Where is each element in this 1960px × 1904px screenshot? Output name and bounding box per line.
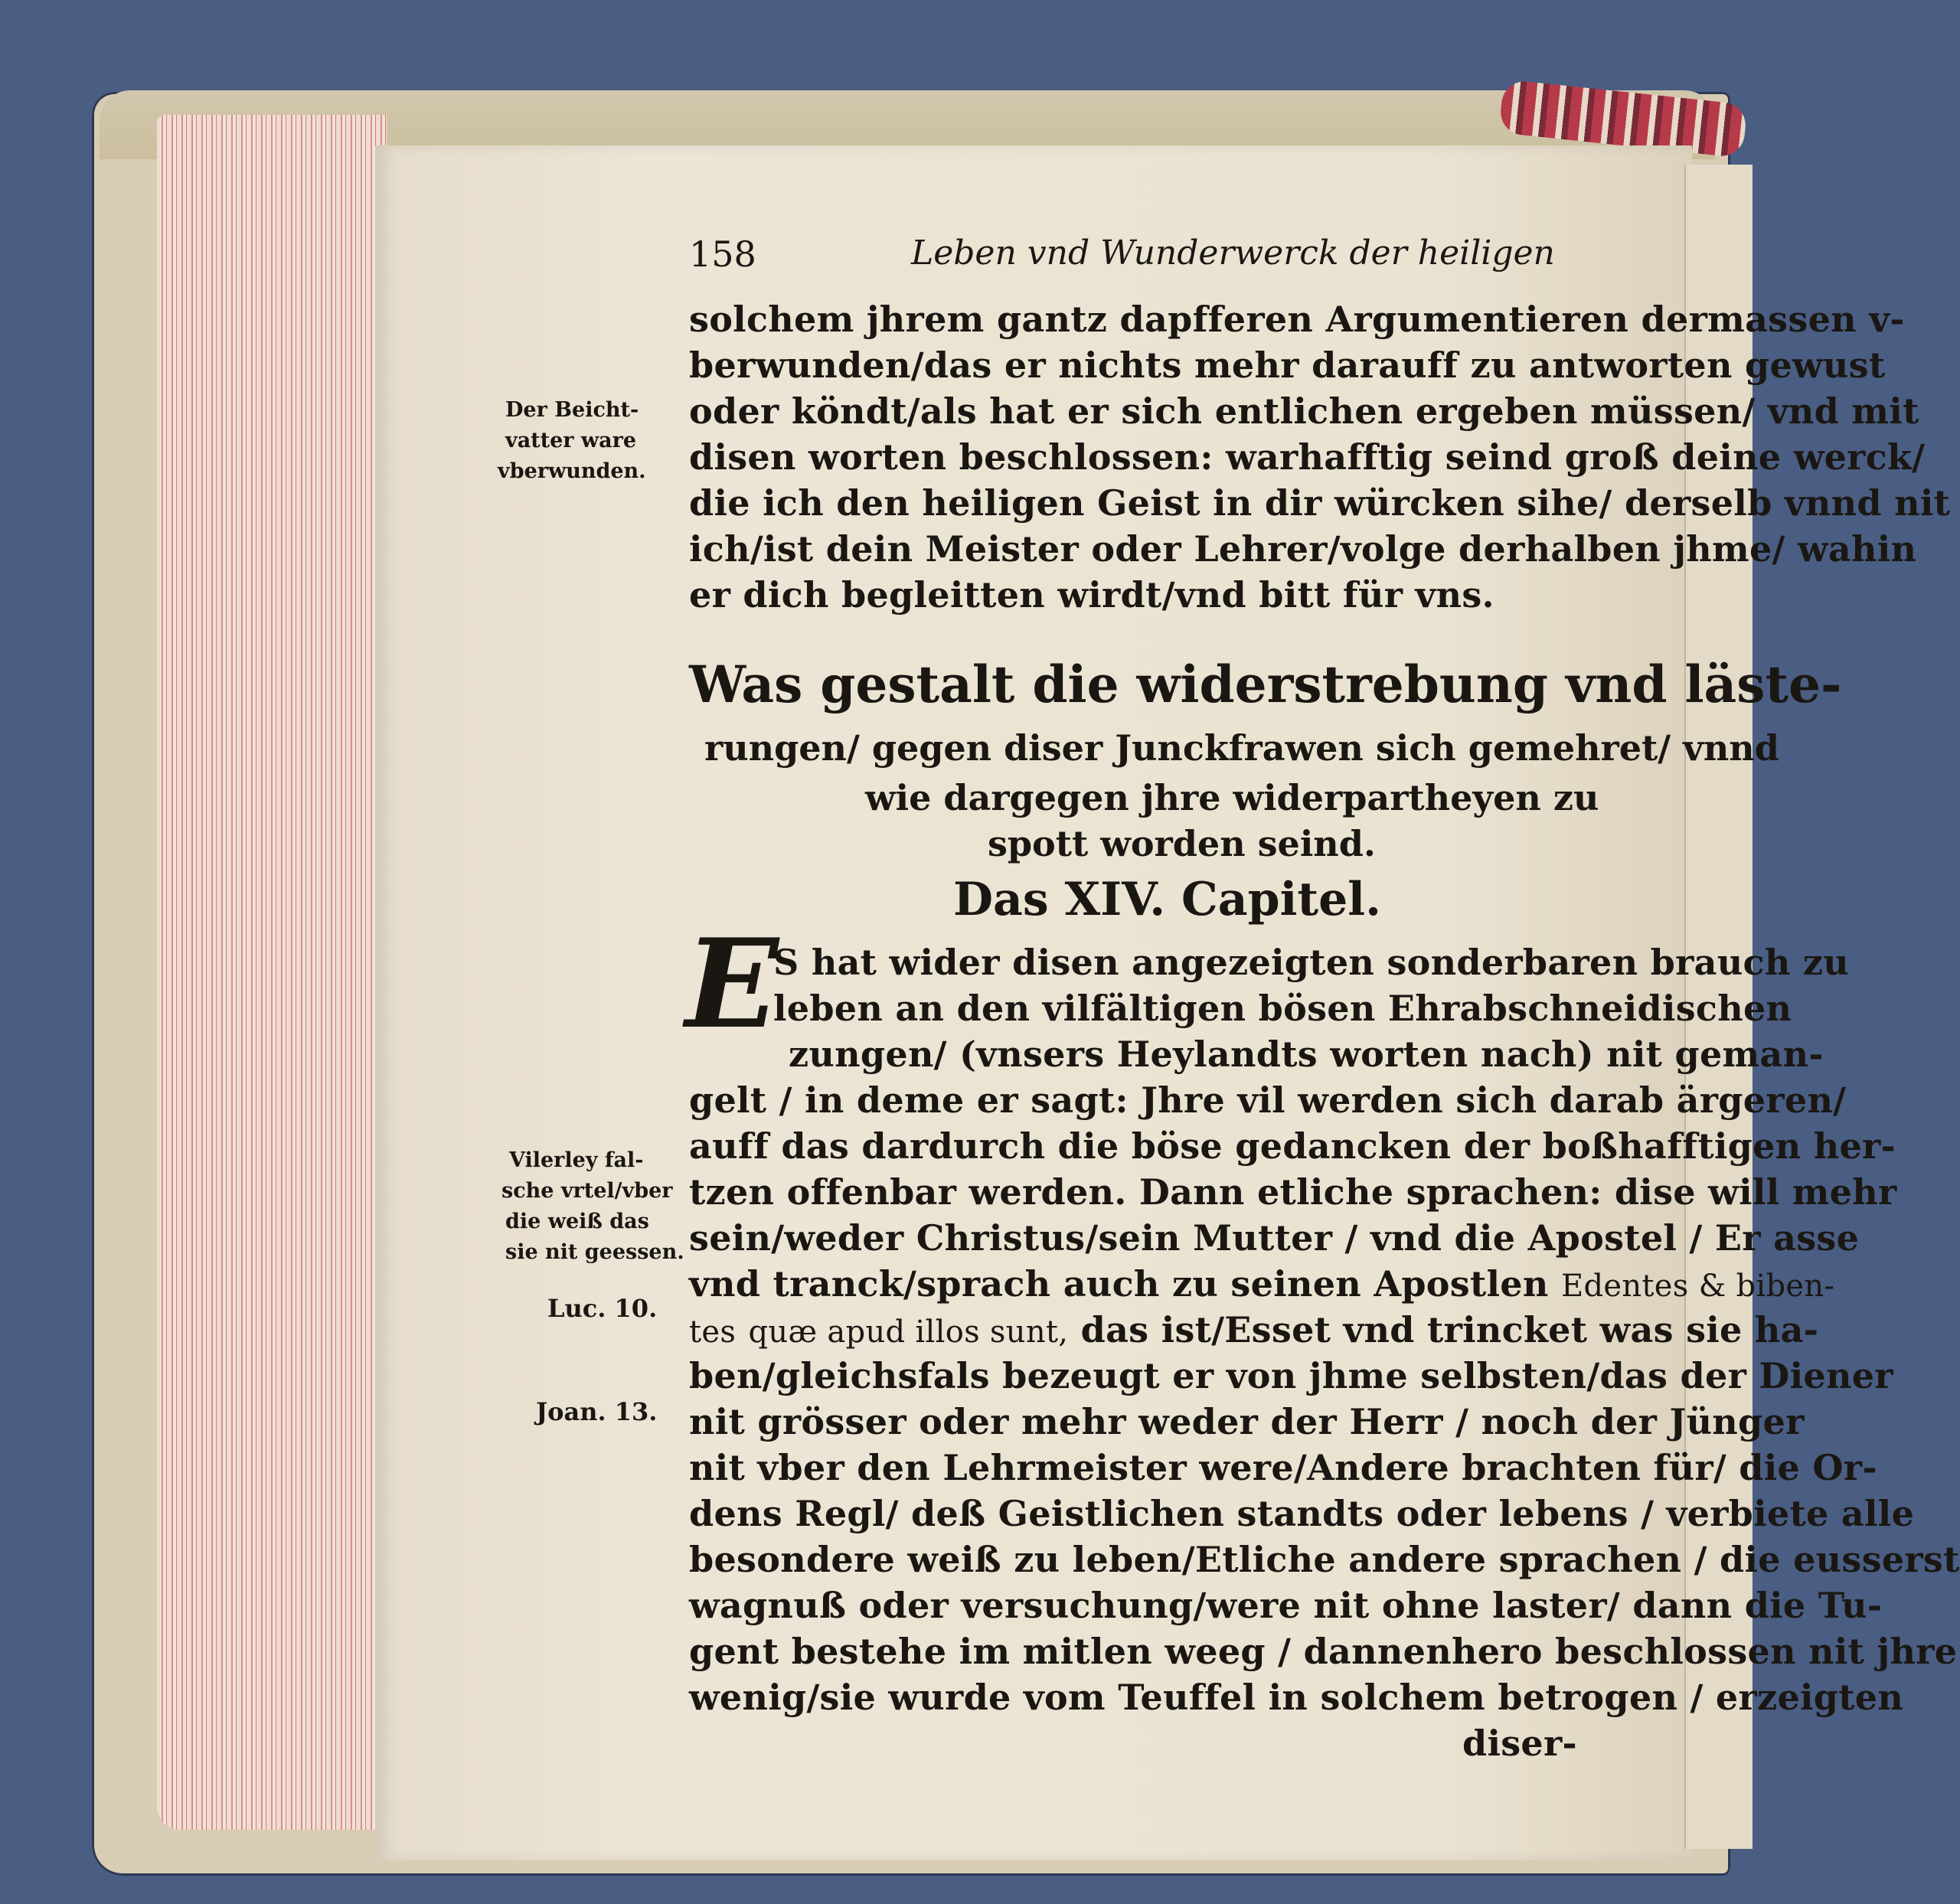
running-title: Leben vnd Wunderwerck der heiligen	[911, 234, 1555, 273]
margin-note: Luc. 10.	[547, 1294, 658, 1323]
text-line: gent bestehe im mitlen weeg / dannenhero beschlossen nit jhre	[689, 1631, 1958, 1672]
text-line	[689, 1263, 1834, 1305]
text-line: besondere weiß zu leben/Etliche andere sprachen / die eusserst	[689, 1539, 1960, 1580]
text-line: nit grösser oder mehr weder der Herr / noch der Jünger	[689, 1401, 1805, 1442]
drop-cap: E	[685, 912, 779, 1056]
text-line: S hat wider disen angezeigten sonderbaren brauch zu	[773, 942, 1850, 983]
text-line: disen worten beschlossen: warhafftig seind groß deine werck/	[689, 436, 1926, 478]
latin-word: tes	[689, 1315, 737, 1350]
text-fragment: das ist/Esset vnd trincket was sie ha-	[1080, 1309, 1819, 1350]
text-fragment: vnd tranck/sprach auch zu seinen Apostlen	[689, 1263, 1549, 1305]
text-line: oder köndt/als hat er sich entlichen ergeben müssen/ vnd mit	[689, 390, 1919, 432]
text-line: solchem jhrem gantz dapfferen Argumentieren dermassen v-	[689, 299, 1905, 340]
margin-note: Der Beicht-	[505, 398, 639, 422]
chapter-heading-line: Was gestalt die widerstrebung vnd läste-	[689, 655, 1842, 714]
latin-phrase: Edentes & biben-	[1560, 1269, 1835, 1304]
text-line: auff das dardurch die böse gedancken der boßhafftigen her-	[689, 1125, 1896, 1167]
margin-note: Joan. 13.	[536, 1397, 658, 1426]
page-edges	[157, 115, 387, 1830]
text-line: die ich den heiligen Geist in dir würcken sihe/ derselb vnnd nit	[689, 482, 1951, 524]
text-line: sein/weder Christus/sein Mutter / vnd die Apostel / Er asse	[689, 1217, 1860, 1259]
text-line: zungen/ (vnsers Heylandts worten nach) nit geman-	[789, 1034, 1824, 1075]
text-line: ich/ist dein Meister oder Lehrer/volge derhalben jhme/ wahin	[689, 528, 1917, 570]
chapter-heading-line: wie dargegen jhre widerpartheyen zu	[865, 777, 1599, 818]
text-line: berwunden/das er nichts mehr darauff zu antworten gewust	[689, 345, 1886, 386]
chapter-label: Das XIV. Capitel.	[953, 873, 1381, 926]
text-line: wagnuß oder versuchung/were nit ohne laster/ dann die Tu-	[689, 1585, 1883, 1626]
latin-phrase: quæ apud illos sunt,	[748, 1315, 1069, 1350]
text-line: dens Regl/ deß Geistlichen standts oder lebens / verbiete alle	[689, 1493, 1915, 1534]
margin-note: sie nit geessen.	[505, 1240, 684, 1264]
margin-note: Vilerley fal-	[509, 1148, 644, 1172]
margin-note: vberwunden.	[498, 459, 646, 483]
text-line: leben an den vilfältigen bösen Ehrabschneidischen	[773, 988, 1792, 1029]
text-line: tzen offenbar werden. Dann etliche sprachen: dise will mehr	[689, 1171, 1897, 1213]
chapter-heading-line: rungen/ gegen diser Junckfrawen sich gemehret/ vnnd	[704, 727, 1779, 769]
catchword: diser-	[1462, 1723, 1577, 1764]
page-number: 158	[689, 234, 756, 275]
text-line: er dich begleitten wirdt/vnd bitt für vns.	[689, 574, 1494, 616]
margin-note: die weiß das	[505, 1210, 649, 1233]
margin-note: sche vrtel/vber	[501, 1179, 673, 1203]
text-line: ben/gleichsfals bezeugt er von jhme selbsten/das der Diener	[689, 1355, 1893, 1396]
text-line	[689, 1309, 1818, 1350]
text-line: nit vber den Lehrmeister were/Andere brachten für/ die Or-	[689, 1447, 1877, 1488]
text-line: gelt / in deme er sagt: Jhre vil werden sich darab ärgeren/	[689, 1079, 1847, 1121]
margin-note: vatter ware	[505, 429, 637, 452]
text-line: wenig/sie wurde vom Teuffel in solchem betrogen / erzeigten	[689, 1677, 1904, 1718]
chapter-heading-line: spott worden seind.	[988, 823, 1376, 864]
